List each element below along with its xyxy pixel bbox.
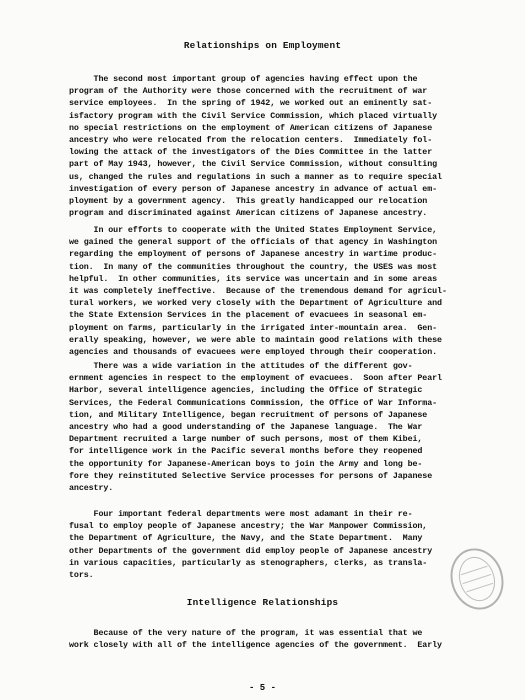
text-line: helpful. In other communities, its service was uncertain and in some areas <box>69 273 438 284</box>
text-line: ployment on farms, particularly in the irrigated inter-mountain area. Gen- <box>69 322 438 333</box>
text-line: Services, the Federal Communications Commission, the Office of War Informa- <box>69 397 438 408</box>
text-line: The second most important group of agencies having effect upon the <box>69 74 418 84</box>
text-line: ancestry who were relocated from the relocation centers. Immediately fol- <box>69 134 433 145</box>
text-line: erally speaking, however, we were able to maintain good relations with these <box>69 334 442 345</box>
text-line: lowing the attack of the investigators of the Dies Committee in the latter <box>69 147 433 158</box>
text-line: Because of the very nature of the program, it was essential that we <box>69 628 423 638</box>
text-line: no special restrictions on the employment of American citizens of Japanese <box>69 122 433 133</box>
text-line: regarding the employment of persons of Japanese ancestry in wartime produc- <box>69 249 438 260</box>
paragraph-2 <box>69 224 489 358</box>
text-line: tors. <box>69 569 94 580</box>
text-line: fore they reinstituted Selective Service processes for persons of Japanese <box>69 470 433 481</box>
text-line: we gained the general support of the officials of that agency in Washington <box>69 237 438 248</box>
paragraph-1 <box>69 73 489 219</box>
text-line: the opportunity for Japanese-American boys to join the Army and long be- <box>69 458 423 469</box>
text-line: part of May 1943, however, the Civil Service Commission, without consulting <box>69 159 438 170</box>
text-line: Department recruited a large number of such persons, most of them Kibei, <box>69 434 423 445</box>
text-line: in various capacities, particularly as stenographers, clerks, as transla- <box>69 557 428 568</box>
text-line: ernment agencies in respect to the employment of evacuees. Soon after Pearl <box>69 373 442 384</box>
paragraph-4 <box>69 508 489 581</box>
text-line: the State Extension Services in the placement of evacuees in seasonal em- <box>69 310 428 321</box>
text-line: other Departments of the government did employ people of Japanese ancestry <box>69 545 433 556</box>
text-line: tural workers, we worked very closely with the Department of Agriculture and <box>69 298 442 309</box>
text-line: Four important federal departments were most adamant in their re- <box>69 509 413 519</box>
text-line: tion. In many of the communities throughout the country, the USES was most <box>69 261 438 272</box>
text-line: isfactory program with the Civil Service Commission, which placed virtually <box>69 110 438 121</box>
text-line: ancestry. <box>69 482 114 493</box>
text-line: fusal to employ people of Japanese ancestry; the War Manpower Commission, <box>69 521 428 532</box>
text-line: ancestry who had a good understanding of the Japanese language. The War <box>69 421 423 432</box>
text-line: program and discriminated against American citizens of Japanese ancestry. <box>69 208 428 219</box>
section-heading: Relationships on Employment <box>183 40 342 51</box>
page-number: - 5 - <box>248 683 276 693</box>
text-line: program of the Authority were those concerned with the recruitment of war <box>69 86 428 97</box>
text-line: us, changed the rules and regulations in such a manner as to require special <box>69 171 442 182</box>
section-subheading: Intelligence Relationships <box>186 597 339 608</box>
text-line: There was a wide variation in the attitudes of the different gov- <box>69 361 413 371</box>
text-line: Harbor, several intelligence agencies, including the Office of Strategic <box>69 385 423 396</box>
text-line: the Department of Agriculture, the Navy, and the State Department. Many <box>69 533 423 544</box>
text-line: investigation of every person of Japanese ancestry in advance of actual em- <box>69 183 438 194</box>
text-line: agencies and thousands of evacuees were employed through their cooperation. <box>69 346 438 357</box>
text-line: tion, and Military Intelligence, began recruitment of persons of Japanese <box>69 409 428 420</box>
text-line: service employees. In the spring of 1942, we worked out an eminently sat- <box>69 98 433 109</box>
paragraph-3 <box>69 360 489 494</box>
text-line: for intelligence work in the Pacific several months before they reopened <box>69 446 423 457</box>
text-line: work closely with all of the intelligence agencies of the government. Early <box>69 640 442 651</box>
text-line: In our efforts to cooperate with the United States Employment Service, <box>69 225 438 235</box>
text-line: ployment by a government agency. This greatly handicapped our relocation <box>69 195 428 206</box>
text-line: it was completely ineffective. Because of the tremendous demand for agricul- <box>69 285 447 296</box>
paragraph-5 <box>69 627 489 651</box>
